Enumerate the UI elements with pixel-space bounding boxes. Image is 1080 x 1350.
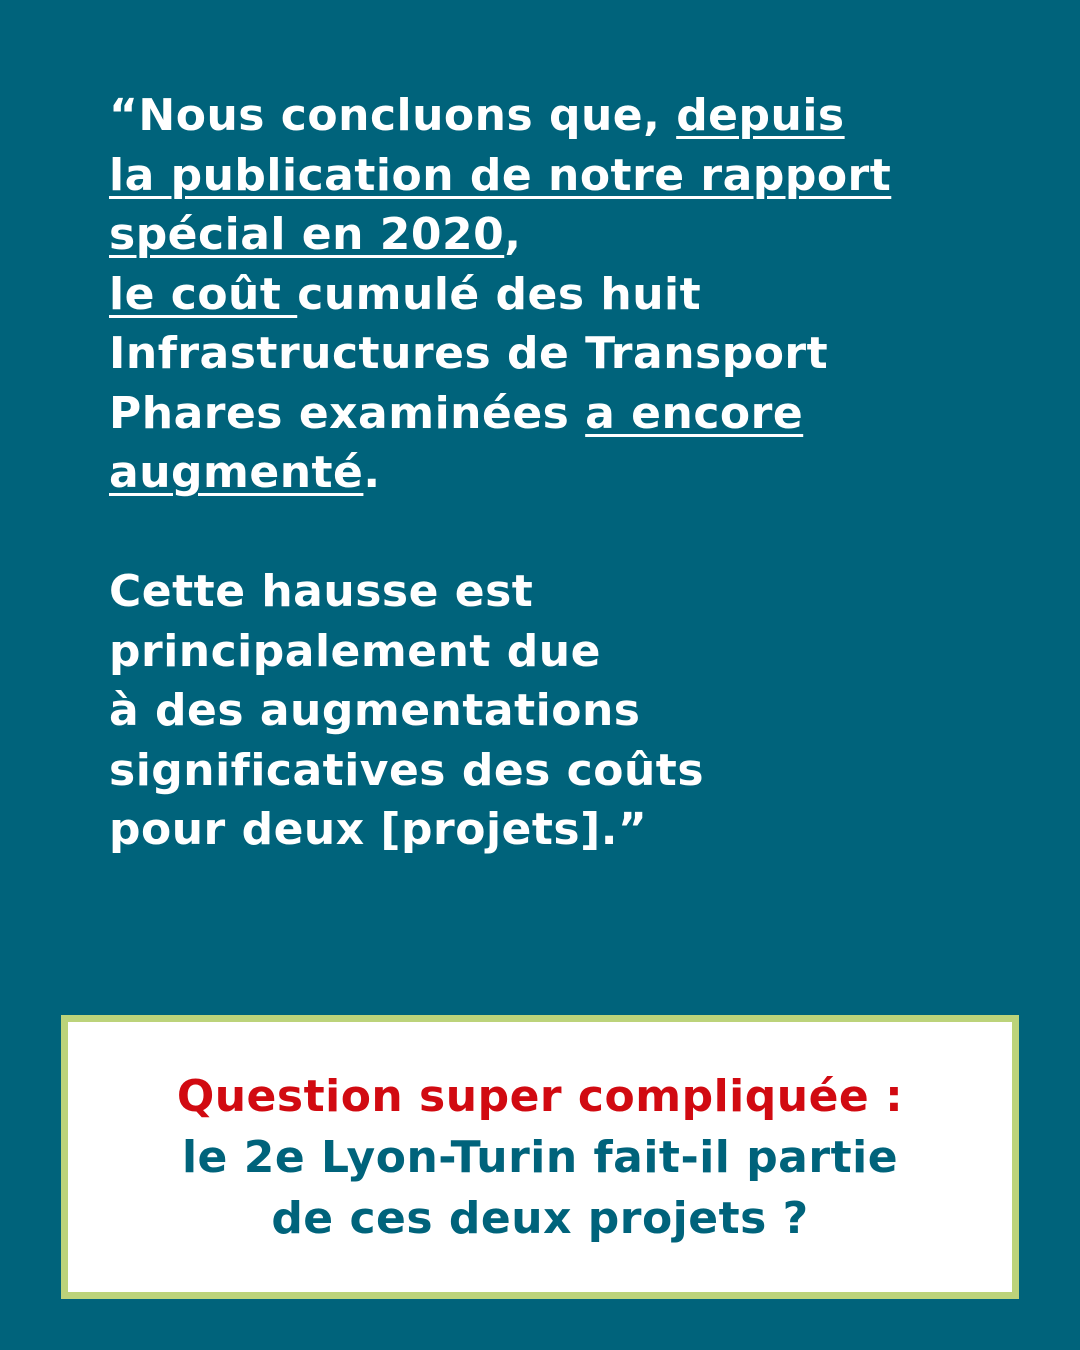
quote-line: à des augmentations [109,685,641,736]
question-line: le 2e Lyon-Turin fait-il partie [181,1132,899,1183]
quote-text [109,86,1009,860]
quote-line: “Nous concluons que, depuis [109,90,845,141]
question-title: Question super compliquée : [176,1071,904,1122]
quote-line: pour deux [projets].” [109,804,648,855]
question-callout-box [61,1015,1019,1299]
quote-line: le coût cumulé des huit [109,268,702,320]
quote-highlight: augmenté [109,447,364,498]
question-line: de ces deux projets ? [271,1193,809,1244]
quote-line: principalement due [109,625,601,677]
quote-line: augmenté. [109,447,381,498]
quote-line: Phares examinées a encore [109,387,804,439]
quote-line [109,146,1009,206]
quote-highlight: a encore [585,387,804,439]
quote-highlight: le coût [109,268,298,320]
quote-line: spécial en 2020, [109,209,522,260]
quote-highlight: spécial en 2020 [109,209,505,260]
quote-highlight: la publication de notre rapport [109,149,892,201]
quote-line: significatives des coûts [109,744,705,796]
quote-highlight: depuis [676,90,845,141]
quote-line: Cette hausse est [109,566,534,617]
quote-line: Infrastructures de Transport [109,328,829,379]
paragraph-gap [109,503,1009,563]
